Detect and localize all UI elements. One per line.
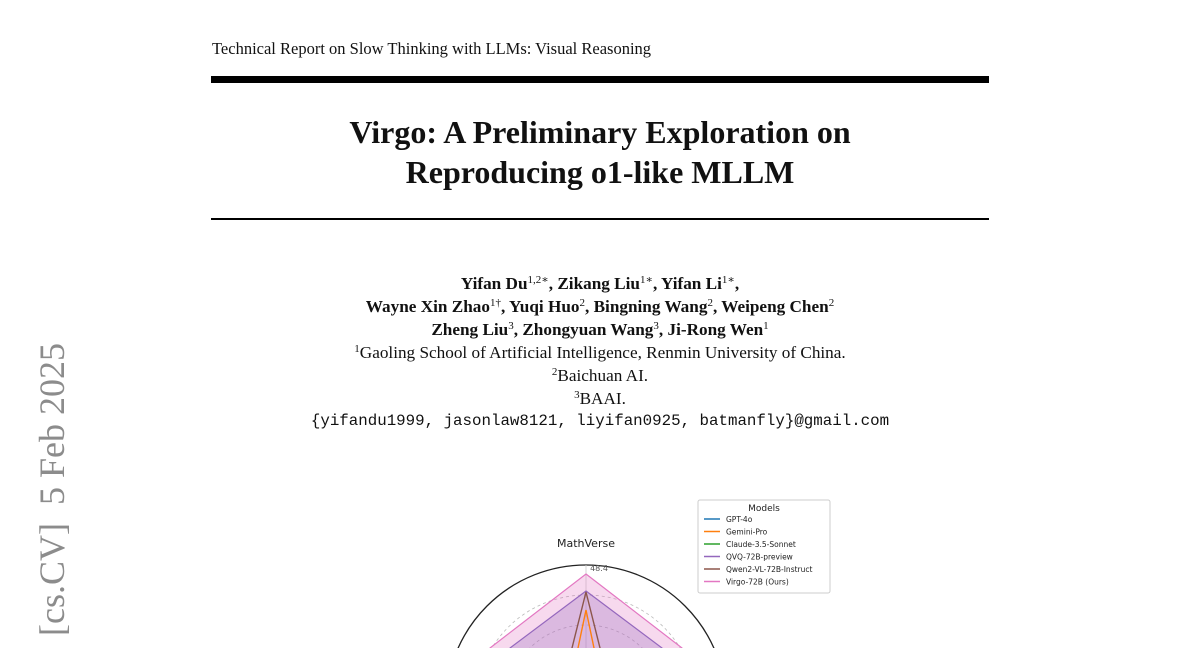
- author-name: Weipeng Chen: [721, 297, 829, 316]
- email-list: {yifandu1999, jasonlaw8121, liyifan0925, batmanfly}@gmail.com: [310, 412, 890, 430]
- affiliation-text: Gaoling School of Artificial Intelligence, Renmin University of China.: [359, 343, 846, 362]
- affiliation-sup: 3: [574, 389, 580, 401]
- author-sup: 3: [653, 320, 659, 332]
- legend-item-label: QVQ-72B-preview: [726, 552, 793, 562]
- author-name: Wayne Xin Zhao: [365, 297, 490, 316]
- legend-item-label: Claude-3.5-Sonnet: [726, 540, 796, 549]
- author-sup: 2: [579, 297, 585, 309]
- arxiv-stamp: [24, 320, 74, 636]
- title-line-1: Virgo: A Preliminary Exploration on: [349, 114, 851, 150]
- author-sup: 1∗: [639, 274, 653, 286]
- author-sup: 1: [763, 320, 769, 332]
- affiliation-sup: 1: [354, 343, 360, 355]
- affiliation-1: [211, 341, 989, 364]
- top-rule: [211, 76, 989, 83]
- affiliation-sup: 2: [551, 366, 558, 378]
- author-sup: 3: [508, 320, 514, 332]
- radar-polar-area: [446, 537, 726, 648]
- radar-axis-label: MathVerse: [557, 537, 615, 550]
- author-name: Bingning Wang: [593, 297, 708, 316]
- author-block: [211, 272, 989, 433]
- affiliation-3: [211, 387, 989, 410]
- author-name: Zikang Liu: [557, 274, 640, 293]
- author-sup: 2: [828, 297, 835, 309]
- affiliation-2: [211, 364, 989, 387]
- author-name: Yuqi Huo: [508, 297, 580, 316]
- affiliation-text: Baichuan AI.: [557, 366, 649, 385]
- legend-item-label: Gemini-Pro: [726, 527, 768, 537]
- author-sup: 1∗: [721, 274, 735, 286]
- paper-title: [211, 112, 989, 192]
- affiliation-text: BAAI.: [579, 389, 626, 408]
- author-name: Ji-Rong Wen: [667, 320, 764, 339]
- legend-item-label: Virgo-72B (Ours): [726, 577, 789, 587]
- running-header: Technical Report on Slow Thinking with LLMs: Visual Reasoning: [212, 39, 652, 58]
- author-line-1: Yifan $Du^{1,2∗}$, Zikang Liu$^{1∗}$, Yifan $Li^{1∗}$,: [460, 274, 740, 293]
- arxiv-stamp-text: [cs.CV] 5 Feb 2025: [32, 343, 72, 636]
- author-sup: 2: [707, 297, 713, 309]
- author-name: Yifan Li: [660, 274, 722, 293]
- title-rule: [211, 218, 989, 220]
- legend-item-label: GPT-4o: [726, 515, 753, 524]
- author-line-2: Wayne Xin Zhao$^{1\dagger}$, Yuqi Huo$^2$, Bingning Wang$^2$, Weipeng Chen$^2$: [365, 297, 835, 316]
- author-sup: 1,2∗: [527, 274, 549, 286]
- author-name: Yifan Du: [460, 274, 528, 293]
- author-sup: 1†: [489, 297, 501, 309]
- radar-figure: [400, 490, 860, 648]
- author-name: Zheng Liu: [431, 320, 509, 339]
- legend-title: Models: [748, 504, 780, 514]
- figure-legend: [698, 500, 830, 593]
- legend-item-label: Qwen2-VL-72B-Instruct: [726, 565, 813, 574]
- radar-tick-label: 48.4: [590, 564, 608, 573]
- author-name: Zhongyuan Wang: [522, 320, 654, 339]
- author-line-3: Zheng Liu$^3$, Zhongyuan Wang$^3$, Ji-Rong Wen$^1$: [431, 320, 769, 339]
- title-line-2: Reproducing o1-like MLLM: [405, 154, 795, 190]
